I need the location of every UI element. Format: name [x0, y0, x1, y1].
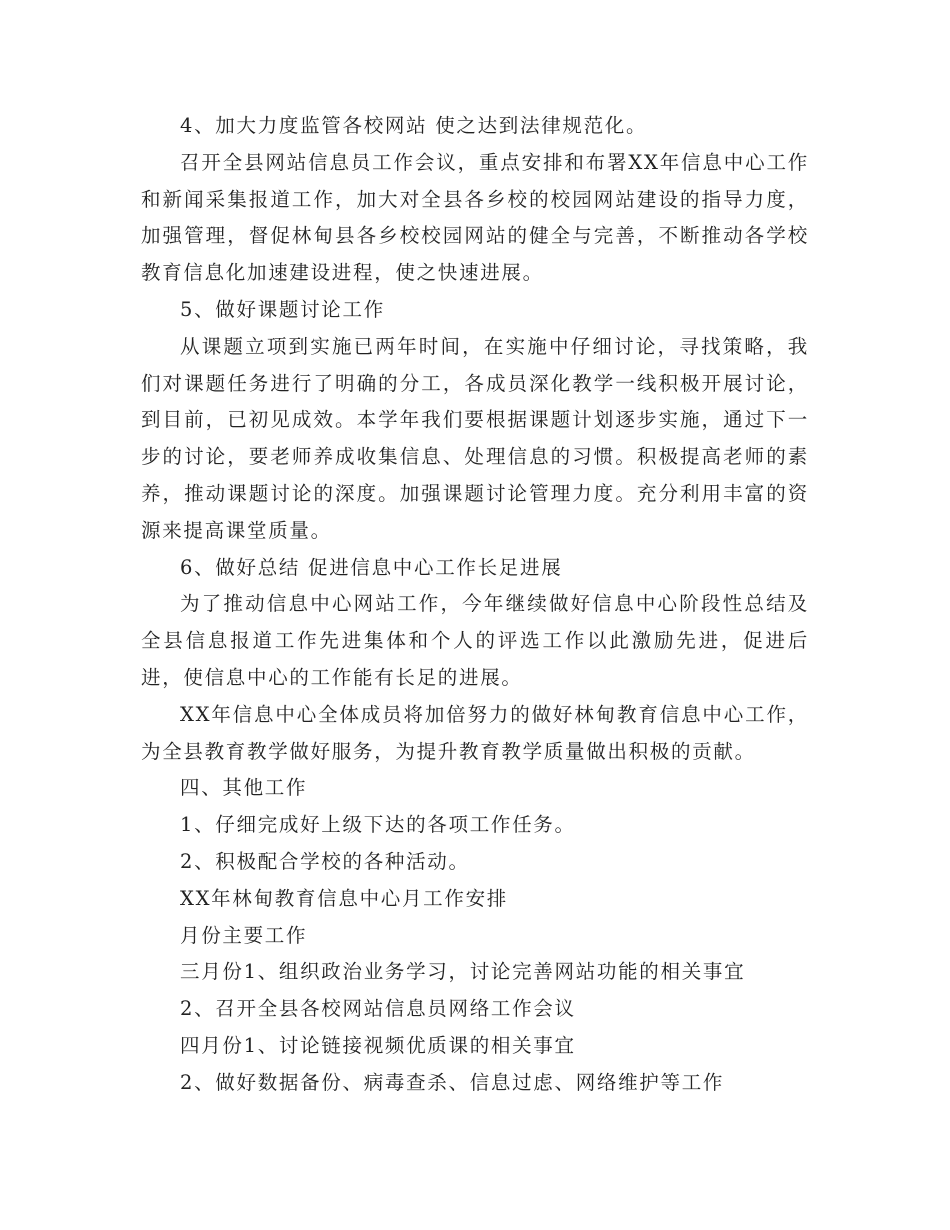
schedule-april-item-1: 四月份1、讨论链接视频优质课的相关事宜 [180, 1033, 576, 1057]
schedule-march-item-2: 2、召开全县各校网站信息员网络工作会议 [180, 997, 576, 1021]
paragraph-research-topic: 从课题立项到实施已两年时间，在实施中仔细讨论，寻找策略，我们对课题任务进行了明确的分工，各成员深化教学一线积极开展讨论，到目前，已初见成效。本学年我们要根据课题计划逐步实施，通过下一步的讨论，要老师养成收集信息、处理信息的习惯。积极提高老师的素养，推动课题讨论的深度。加强课题讨论管理力度。充分利用丰富的资源来提高课堂质量。 [141, 334, 809, 542]
paragraph-item-6-heading: 6、做好总结 促进信息中心工作长足进展 [180, 555, 563, 579]
paragraph-website-meeting: 召开全县网站信息员工作会议，重点安排和布署XX年信息中心工作和新闻采集报道工作，加大对全县各乡校的校园网站建设的指导力度，加强管理，督促林甸县各乡校校园网站的健全与完善，不断推动各学校教育信息化加速建设进程，使之快速进展。 [141, 150, 809, 285]
schedule-april-item-2: 2、做好数据备份、病毒查杀、信息过虑、网络维护等工作 [180, 1070, 725, 1094]
section-heading-other-work: 四、其他工作 [180, 776, 308, 800]
schedule-title: XX年林甸教育信息中心月工作安排 [180, 886, 508, 910]
paragraph-other-item-2: 2、积极配合学校的各种活动。 [180, 849, 470, 873]
document-body [141, 108, 809, 1102]
paragraph-other-item-1: 1、仔细完成好上级下达的各项工作任务。 [180, 813, 576, 837]
paragraph-item-5-heading: 5、做好课题讨论工作 [180, 297, 385, 321]
paragraph-summary-work: 为了推动信息中心网站工作，今年继续做好信息中心阶段性总结及全县信息报道工作先进集体和个人的评选工作以此激励先进，促进后进，使信息中心的工作能有长足的进展。 [141, 592, 809, 689]
schedule-march-item-1: 三月份1、组织政治业务学习，讨论完善网站功能的相关事宜 [180, 960, 746, 984]
paragraph-team-commitment: XX年信息中心全体成员将加倍努力的做好林甸教育信息中心工作，为全县教育教学做好服务，为提升教育教学质量做出积极的贡献。 [141, 702, 809, 763]
paragraph-item-4-heading: 4、加大力度监管各校网站 使之达到法律规范化。 [180, 114, 648, 137]
schedule-header: 月份主要工作 [180, 923, 308, 947]
